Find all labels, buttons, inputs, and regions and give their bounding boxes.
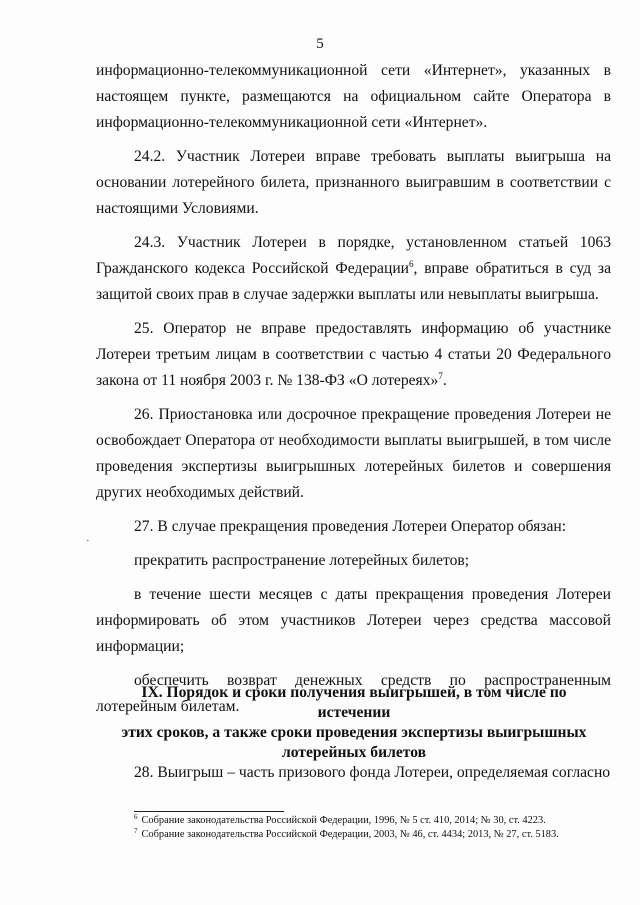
scan-mark: · [86, 535, 90, 547]
heading-line-1: IX. Порядок и сроки получения выигрышей, в том числе по истечении [141, 684, 567, 721]
footnote-6: $^6$ Собрание законодательства Российской Федерации, 1996, № 5 ст. 410, 2014; № 30, ст. 4223. [134, 812, 546, 826]
list-item-refund: обеспечить возврат денежных средств по распространенным лотерейным билетам. [96, 672, 611, 715]
section-heading [104, 683, 604, 763]
paragraph-24-2: 24.2. Участник Лотереи вправе требовать выплаты выигрыша на основании лотерейного билета, признанного выигравшим в соответствии с настоящими Условиями. [96, 148, 611, 217]
page-number: 5 [316, 36, 324, 52]
footnote-ref-6: 6 [409, 258, 414, 269]
document-body [96, 58, 611, 720]
paragraph-28: 28. Выигрыш – часть призового фонда Лотереи, определяемая согласно [134, 764, 611, 781]
paragraph-27: 27. В случае прекращения проведения Лотереи Оператор обязан: [134, 518, 567, 535]
paragraph-25: 25. Оператор не вправе предоставлять информацию об участнике Лотереи третьим лицам в соответствии с частью 4 статьи 20 Федерального закона от 11 ноября 2003 г. № 138-ФЗ «О лотереях»$^7$. [96, 320, 611, 389]
paragraph-26: 26. Приостановка или досрочное прекращение проведения Лотереи не освобождает Оператора от необходимости выплаты выигрышей, в том числе проведения экспертизы выигрышных лотерейных билетов и совершения других необходимых действий. [96, 406, 611, 501]
list-item-inform-participants: в течение шести месяцев с даты прекращения проведения Лотереи информировать об этом участников Лотереи через средства массовой информации; [96, 586, 611, 655]
heading-line-2: этих сроков, а также сроки проведения экспертизы выигрышных [121, 724, 587, 741]
paragraph-1: информационно-телекоммуникационной сети «Интернет», указанных в настоящем пункте, размещаются на официальном сайте Оператора в информационно-телекоммуникационной сети «Интернет». [96, 62, 611, 131]
footnotes [134, 814, 614, 842]
footnote-7: $^7$ Собрание законодательства Российской Федерации, 2003, № 46, ст. 4434; 2013, № 27, ст. 5183. [134, 826, 559, 840]
paragraph-24-3: 24.3. Участник Лотереи в порядке, установленном статьей 1063 Гражданского кодекса Российской Федерации$^6$, вправе обратиться в суд за защитой своих прав в случае задержки выплаты или невыплаты выигрыша. [96, 234, 611, 303]
footnote-ref-7: 7 [438, 370, 443, 381]
list-item-stop-distribution: прекратить распространение лотерейных билетов; [134, 552, 470, 569]
footnote-separator [134, 811, 284, 812]
heading-line-3: лотерейных билетов [281, 744, 427, 761]
